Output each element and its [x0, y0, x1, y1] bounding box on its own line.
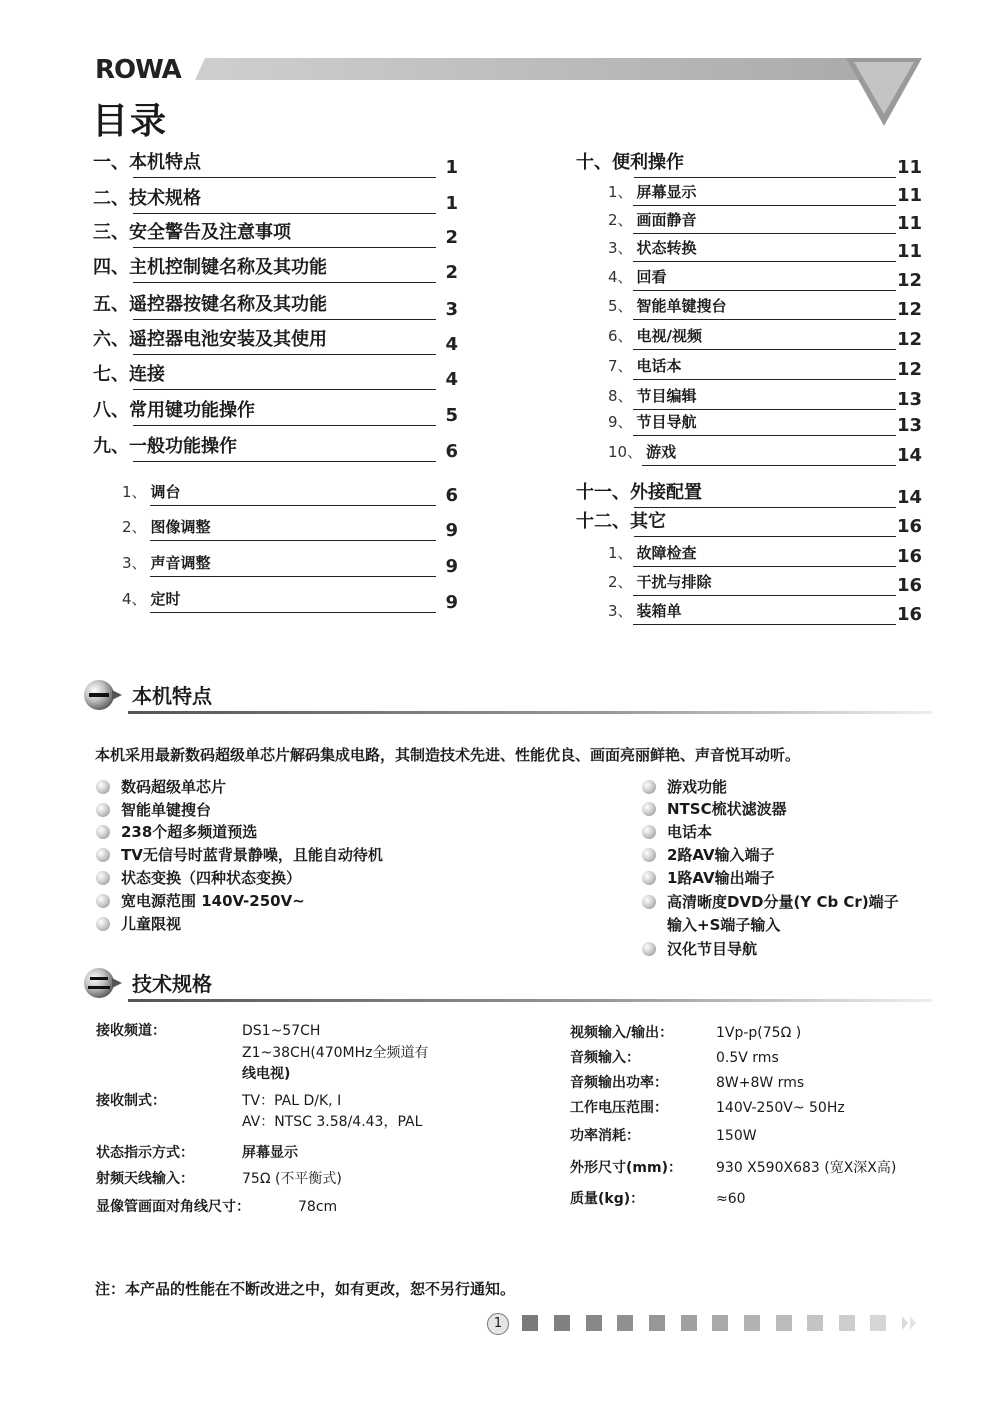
toc-sub-num: 1、: [608, 183, 633, 201]
toc-label: 状态转换: [636, 239, 697, 257]
toc-sub-num: 1、: [608, 544, 633, 562]
toc-sub-num: 6、: [608, 327, 633, 345]
toc-rule: [633, 261, 896, 262]
toc-rule: [133, 213, 436, 214]
feature-text: 238个超多频道预选: [121, 823, 258, 841]
toc-entry[interactable]: [576, 509, 922, 537]
toc-subentry[interactable]: [608, 234, 922, 262]
spec-key: 音频输入：: [570, 1050, 640, 1066]
toc-subentry[interactable]: [122, 513, 458, 541]
toc-page: 12: [896, 299, 922, 320]
toc-sub-num: 9、: [608, 413, 633, 431]
toc-label: 二、技术规格: [93, 188, 201, 209]
spec-value: 线电视): [242, 1066, 291, 1082]
footer-square: [712, 1315, 728, 1331]
toc-page: 14: [896, 445, 922, 466]
spec-value: 0.5V rms: [716, 1050, 779, 1066]
toc-sub-num: 1、: [122, 483, 147, 501]
toc-subentry[interactable]: [608, 263, 922, 291]
toc-entry[interactable]: [93, 186, 458, 214]
section-title: 技术规格: [132, 972, 212, 996]
section-header-features: [82, 678, 932, 714]
toc-subentry[interactable]: [122, 478, 458, 506]
bullet-icon: [642, 780, 656, 794]
toc-rule: [133, 461, 436, 462]
feature-text: 儿童限视: [121, 915, 182, 933]
toc-rule: [150, 612, 436, 613]
toc-label: 五、遥控器按键名称及其功能: [93, 294, 327, 315]
toc-page: 6: [445, 485, 458, 506]
spec-value: 78cm: [298, 1199, 338, 1215]
toc-page: 16: [896, 516, 922, 537]
toc-sub-num: 7、: [608, 357, 633, 375]
bullet-icon: [96, 848, 110, 862]
bullet-icon: [96, 803, 110, 817]
toc-page: 13: [896, 389, 922, 410]
footer-square: [649, 1315, 665, 1331]
spec-key: 接收制式：: [96, 1093, 166, 1109]
toc-subentry[interactable]: [608, 408, 922, 436]
toc-entry[interactable]: [93, 327, 458, 355]
toc-page: 12: [896, 359, 922, 380]
toc-rule: [633, 319, 896, 320]
toc-label: 十二、其它: [576, 511, 666, 532]
footer-square: [744, 1315, 760, 1331]
feature-text: 数码超级单芯片: [121, 778, 227, 796]
toc-page: 5: [445, 405, 458, 426]
toc-subentry[interactable]: [608, 292, 922, 320]
spec-value: DS1~57CH: [242, 1023, 321, 1039]
toc-rule: [633, 595, 896, 596]
bullet-icon: [96, 871, 110, 885]
toc-page: 11: [896, 213, 922, 234]
toc-label: 六、遥控器电池安装及其使用: [93, 329, 327, 350]
toc-subentry[interactable]: [608, 597, 922, 625]
toc-label: 三、安全警告及注意事项: [93, 222, 291, 243]
feature-text: TV无信号时蓝背景静噪，且能自动待机: [121, 846, 383, 864]
toc-page: 13: [896, 415, 922, 436]
toc-sub-num: 4、: [122, 590, 147, 608]
spec-key: 工作电压范围：: [570, 1100, 668, 1116]
spec-key: 质量(kg)：: [570, 1191, 645, 1207]
toc-page: 11: [896, 157, 922, 178]
toc-label: 八、常用键功能操作: [93, 400, 255, 421]
bullet-icon: [96, 825, 110, 839]
spec-key: 音频输出功率：: [570, 1075, 668, 1091]
footer-square: [870, 1315, 886, 1331]
footer-square: [554, 1315, 570, 1331]
spec-value: 屏幕显示: [242, 1145, 298, 1161]
feature-text: 智能单键搜台: [121, 801, 212, 819]
bullet-icon: [96, 780, 110, 794]
toc-rule: [133, 177, 436, 178]
toc-rule: [133, 319, 436, 320]
bullet-icon: [642, 848, 656, 862]
footer-square: [586, 1315, 602, 1331]
toc-subentry[interactable]: [608, 568, 922, 596]
footer-square: [681, 1315, 697, 1331]
toc-page: 2: [445, 262, 458, 283]
toc-page: 16: [896, 604, 922, 625]
toc-label: 调台: [150, 483, 181, 501]
toc-page: 4: [445, 334, 458, 355]
toc-label: 干扰与排除: [636, 573, 712, 591]
toc-label: 图像调整: [150, 518, 211, 536]
toc-label: 电视/视频: [636, 327, 703, 345]
bullet-icon: [96, 917, 110, 931]
spec-key: 状态指示方式：: [96, 1145, 194, 1161]
toc-rule: [133, 247, 436, 248]
toc-entry[interactable]: [93, 362, 458, 390]
brand-logo: ROWA: [95, 55, 181, 85]
spec-key: 射频天线输入：: [96, 1171, 194, 1187]
toc-rule: [634, 536, 896, 537]
toc-label: 十、便利操作: [576, 152, 684, 173]
spec-value: 930 X590X683 (宽X深X高): [716, 1160, 897, 1176]
toc-page: 2: [445, 227, 458, 248]
footer-square: [839, 1315, 855, 1331]
toc-label: 故障检查: [636, 544, 697, 562]
toc-sub-num: 3、: [608, 239, 633, 257]
feature-text: 游戏功能: [667, 778, 728, 796]
bullet-icon: [642, 942, 656, 956]
bullet-icon: [642, 825, 656, 839]
section-divider: [128, 711, 932, 714]
toc-entry[interactable]: [576, 480, 922, 508]
toc-page: 11: [896, 185, 922, 206]
footer-square: [776, 1315, 792, 1331]
feature-text: 1路AV输出端子: [667, 869, 775, 887]
spec-value: TV：PAL D/K, I: [242, 1093, 342, 1109]
toc-subentry[interactable]: [608, 352, 922, 380]
toc-subentry[interactable]: [608, 178, 922, 206]
toc-page: 6: [445, 441, 458, 462]
feature-text: 2路AV输入端子: [667, 846, 775, 864]
toc-page: 1: [445, 193, 458, 214]
bullet-icon: [642, 871, 656, 885]
toc-entry[interactable]: [93, 292, 458, 320]
toc-label: 四、主机控制键名称及其功能: [93, 257, 327, 278]
toc-rule: [150, 505, 436, 506]
feature-text: 宽电源范围 140V-250V~: [121, 892, 305, 910]
toc-sub-num: 3、: [608, 602, 633, 620]
feature-text: NTSC梳状滤波器: [667, 800, 787, 818]
spec-key: 功率消耗：: [570, 1128, 640, 1144]
page-number: 1: [487, 1313, 509, 1335]
spec-value: ≈60: [716, 1191, 746, 1207]
toc-rule: [633, 349, 896, 350]
toc-page: 12: [896, 329, 922, 350]
bullet-icon: [642, 802, 656, 816]
toc-page: 16: [896, 546, 922, 567]
toc-sub-num: 2、: [122, 518, 147, 536]
toc-label: 十一、外接配置: [576, 482, 702, 503]
spec-key: 显像管画面对角线尺寸：: [96, 1199, 250, 1215]
spec-value: Z1~38CH(470MHz全频道有: [242, 1045, 429, 1061]
header-band: [195, 58, 900, 80]
toc-page: 4: [445, 369, 458, 390]
feature-text: 电话本: [667, 823, 713, 841]
toc-page: 9: [445, 520, 458, 541]
feature-text: 状态变换（四种状态变换）: [121, 869, 302, 887]
toc-label: 智能单键搜台: [636, 297, 727, 315]
spec-value: 140V-250V~ 50Hz: [716, 1100, 845, 1116]
toc-label: 屏幕显示: [636, 183, 697, 201]
feature-text: 汉化节目导航: [667, 940, 758, 958]
toc-rule: [633, 379, 896, 380]
footer-square: [617, 1315, 633, 1331]
section-header-specs: [82, 966, 932, 1002]
toc-entry[interactable]: [93, 220, 458, 248]
toc-rule: [642, 465, 896, 466]
toc-label: 画面静音: [636, 211, 697, 229]
toc-entry[interactable]: [93, 255, 458, 283]
spec-value: 150W: [716, 1128, 757, 1144]
toc-label: 电话本: [636, 357, 682, 375]
toc-page: 16: [896, 575, 922, 596]
section-divider: [128, 999, 932, 1002]
toc-sub-num: 2、: [608, 211, 633, 229]
toc-rule: [633, 624, 896, 625]
feature-text: 高清晰度DVD分量(Y Cb Cr)端子: [667, 893, 899, 911]
toc-label: 声音调整: [150, 554, 211, 572]
spec-key: 接收频道：: [96, 1023, 166, 1039]
toc-label: 游戏: [646, 443, 677, 461]
header-chevron-icon: [846, 58, 922, 126]
footnote: 注：本产品的性能在不断改进之中，如有更改，恕不另行通知。: [95, 1280, 516, 1298]
toc-subentry[interactable]: [122, 585, 458, 613]
toc-sub-num: 2、: [608, 573, 633, 591]
toc-subentry[interactable]: [122, 549, 458, 577]
toc-entry[interactable]: [93, 398, 458, 426]
toc-entry[interactable]: [93, 150, 458, 178]
spec-key: 视频输入/输出：: [570, 1025, 674, 1041]
footer-square: [522, 1315, 538, 1331]
toc-rule: [633, 435, 896, 436]
bullet-icon: [642, 895, 656, 909]
toc-rule: [633, 290, 896, 291]
toc-page: 12: [896, 270, 922, 291]
footer-square: [807, 1315, 823, 1331]
section-one-icon: [82, 678, 126, 712]
bullet-icon: [96, 894, 110, 908]
spec-value: 1Vp-p(75Ω ): [716, 1025, 802, 1041]
section-title: 本机特点: [132, 684, 212, 708]
toc-page: 3: [445, 299, 458, 320]
section-intro: 本机采用最新数码超级单芯片解码集成电路，其制造技术先进、性能优良、画面亮丽鲜艳、声音悦耳动听。: [95, 746, 801, 764]
toc-label: 九、一般功能操作: [93, 436, 237, 457]
toc-rule: [634, 507, 896, 508]
toc-page: 14: [896, 487, 922, 508]
toc-subentry[interactable]: [608, 206, 922, 234]
section-two-icon: [82, 966, 126, 1000]
toc-page: 9: [445, 592, 458, 613]
toc-label: 定时: [150, 590, 181, 608]
toc-entry[interactable]: [576, 150, 922, 178]
toc-rule: [133, 425, 436, 426]
toc-label: 回看: [636, 268, 667, 286]
toc-rule: [150, 540, 436, 541]
toc-sub-num: 4、: [608, 268, 633, 286]
toc-subentry[interactable]: [608, 322, 922, 350]
toc-subentry[interactable]: [608, 438, 922, 466]
spec-value: 75Ω (不平衡式): [242, 1171, 342, 1187]
toc-page: 1: [445, 157, 458, 178]
toc-label: 节目编辑: [636, 387, 697, 405]
toc-rule: [150, 576, 436, 577]
toc-rule: [133, 354, 436, 355]
toc-rule: [633, 566, 896, 567]
toc-label: 节目导航: [636, 413, 697, 431]
toc-sub-num: 5、: [608, 297, 633, 315]
toc-label: 装箱单: [636, 602, 682, 620]
toc-subentry[interactable]: [608, 539, 922, 567]
spec-value: 8W+8W rms: [716, 1075, 805, 1091]
toc-label: 一、本机特点: [93, 152, 201, 173]
toc-title: 目录: [92, 101, 169, 142]
toc-entry[interactable]: [93, 434, 458, 462]
toc-rule: [133, 282, 436, 283]
toc-sub-num: 3、: [122, 554, 147, 572]
spec-value: AV：NTSC 3.58/4.43，PAL: [242, 1114, 423, 1130]
toc-sub-num: 10、: [608, 443, 643, 461]
toc-page: 9: [445, 556, 458, 577]
spec-key: 外形尺寸(mm)：: [570, 1160, 682, 1176]
footer-arrow-icon: [900, 1314, 920, 1332]
toc-page: 11: [896, 241, 922, 262]
feature-text: 输入+S端子输入: [667, 916, 781, 934]
toc-sub-num: 8、: [608, 387, 633, 405]
toc-subentry[interactable]: [608, 382, 922, 410]
toc-label: 七、连接: [93, 364, 165, 385]
toc-rule: [133, 389, 436, 390]
